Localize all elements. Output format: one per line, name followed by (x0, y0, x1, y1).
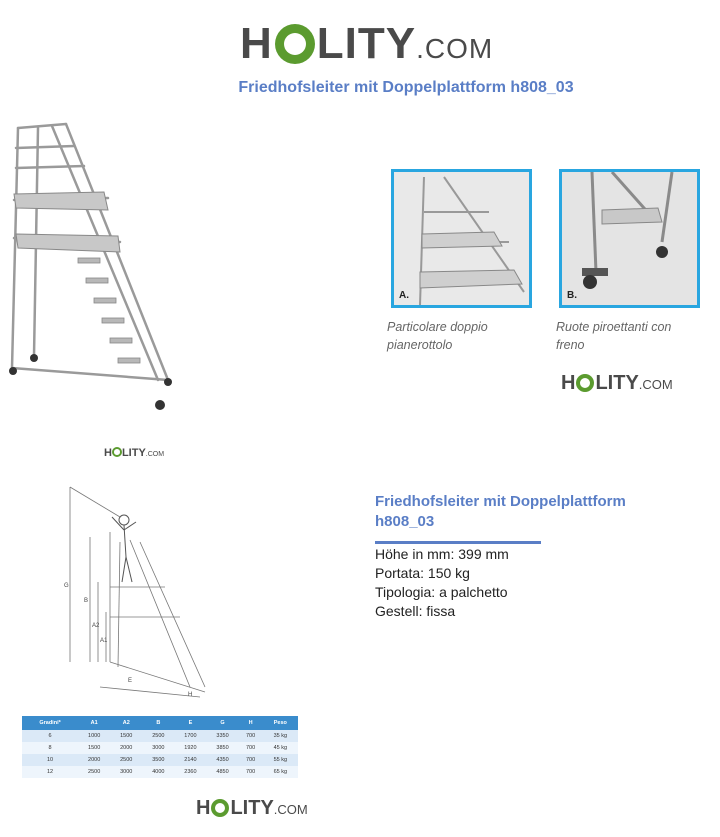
product-heading (375, 492, 675, 532)
holity-logo-details (561, 371, 673, 395)
table-header: E (174, 716, 206, 730)
logo-letter-h: H (104, 447, 112, 459)
table-cell: 4000 (142, 766, 174, 778)
diagram-label-b: B (84, 598, 89, 604)
detail-b-illustration (562, 172, 697, 305)
logo-o-icon (275, 24, 315, 64)
holity-logo-table (196, 796, 308, 820)
logo-o-icon (576, 374, 594, 392)
spec-frame: Gestell: fissa (375, 603, 456, 619)
table-cell: 3500 (142, 754, 174, 766)
caption-b-line2: freno (556, 338, 585, 352)
table-header: Peso (263, 716, 298, 730)
diagram-label-a1: A1 (100, 638, 108, 644)
caption-a-line1: Particolare doppio (387, 320, 488, 334)
logo-letters: LITY (595, 372, 639, 394)
table-row (22, 766, 298, 778)
logo-letter-h: H (561, 372, 576, 394)
caption-b (556, 318, 706, 354)
table-cell: 55 kg (263, 754, 298, 766)
dimension-table (22, 716, 298, 778)
caption-b-line1: Ruote piroettanti con (556, 320, 672, 334)
spec-capacity: Portata: 150 kg (375, 565, 470, 581)
table-cell: 45 kg (263, 742, 298, 754)
logo-domain: .COM (273, 802, 308, 817)
diagram-label-a2: A2 (92, 623, 100, 629)
table-cell: 4350 (206, 754, 238, 766)
table-header: A1 (78, 716, 110, 730)
table-cell: 12 (22, 766, 78, 778)
table-header: Gradini* (22, 716, 78, 730)
holity-logo[interactable] (240, 18, 493, 69)
holity-logo-photo (104, 446, 164, 459)
table-cell: 65 kg (263, 766, 298, 778)
table-cell: 1700 (174, 730, 206, 742)
logo-letter-h: H (196, 797, 211, 819)
logo-letters: LITY (316, 19, 417, 68)
table-header: G (206, 716, 238, 730)
table-cell: 1000 (78, 730, 110, 742)
diagram-label-h: H (188, 692, 193, 698)
page-title: Friedhofsleiter mit Doppelplattform h808_03 (238, 79, 574, 96)
table-cell: 2500 (142, 730, 174, 742)
logo-letter-h: H (240, 19, 273, 68)
table-cell: 2500 (78, 766, 110, 778)
caption-a (387, 318, 537, 354)
table-cell: 4850 (206, 766, 238, 778)
table-cell: 2000 (110, 742, 142, 754)
heading-divider (375, 541, 541, 544)
table-cell: 2360 (174, 766, 206, 778)
table-cell: 3350 (206, 730, 238, 742)
table-cell: 700 (239, 742, 263, 754)
diagram-label-e: E (128, 678, 133, 684)
detail-image-a (391, 169, 532, 308)
table-cell: 1920 (174, 742, 206, 754)
table-cell: 700 (239, 754, 263, 766)
detail-letter-b: B. (567, 290, 577, 301)
logo-o-icon (211, 799, 229, 817)
table-header: A2 (110, 716, 142, 730)
detail-a-illustration (394, 172, 529, 305)
table-cell: 8 (22, 742, 78, 754)
table-header: H (239, 716, 263, 730)
diagram-label-g: G (64, 583, 69, 589)
table-header: B (142, 716, 174, 730)
table-cell: 2140 (174, 754, 206, 766)
logo-domain: .COM (145, 451, 165, 458)
logo-o-icon (112, 447, 122, 457)
logo-domain: .COM (638, 377, 673, 392)
table-cell: 35 kg (263, 730, 298, 742)
table-cell: 2500 (110, 754, 142, 766)
table-cell: 3850 (206, 742, 238, 754)
product-heading-line1: Friedhofsleiter mit Doppelplattform (375, 493, 626, 510)
ladder-photo (8, 118, 180, 413)
table-cell: 3000 (142, 742, 174, 754)
table-cell: 1500 (78, 742, 110, 754)
table-cell: 6 (22, 730, 78, 742)
table-row (22, 742, 298, 754)
spec-height: Höhe in mm: 399 mm (375, 546, 509, 562)
detail-image-b (559, 169, 700, 308)
table-row (22, 754, 298, 766)
product-heading-line2: h808_03 (375, 513, 435, 530)
logo-domain: .COM (416, 33, 494, 64)
logo-letters: LITY (230, 797, 274, 819)
table-row (22, 730, 298, 742)
table-cell: 10 (22, 754, 78, 766)
table-cell: 1500 (110, 730, 142, 742)
table-cell: 2000 (78, 754, 110, 766)
ladder-dimension-diagram (40, 482, 260, 702)
table-cell: 3000 (110, 766, 142, 778)
table-header-row (22, 716, 298, 730)
caption-a-line2: pianerottolo (387, 338, 453, 352)
table-cell: 700 (239, 766, 263, 778)
table-cell: 700 (239, 730, 263, 742)
spec-type: Tipologia: a palchetto (375, 584, 508, 600)
logo-letters: LITY (121, 447, 146, 459)
detail-letter-a: A. (399, 290, 409, 301)
